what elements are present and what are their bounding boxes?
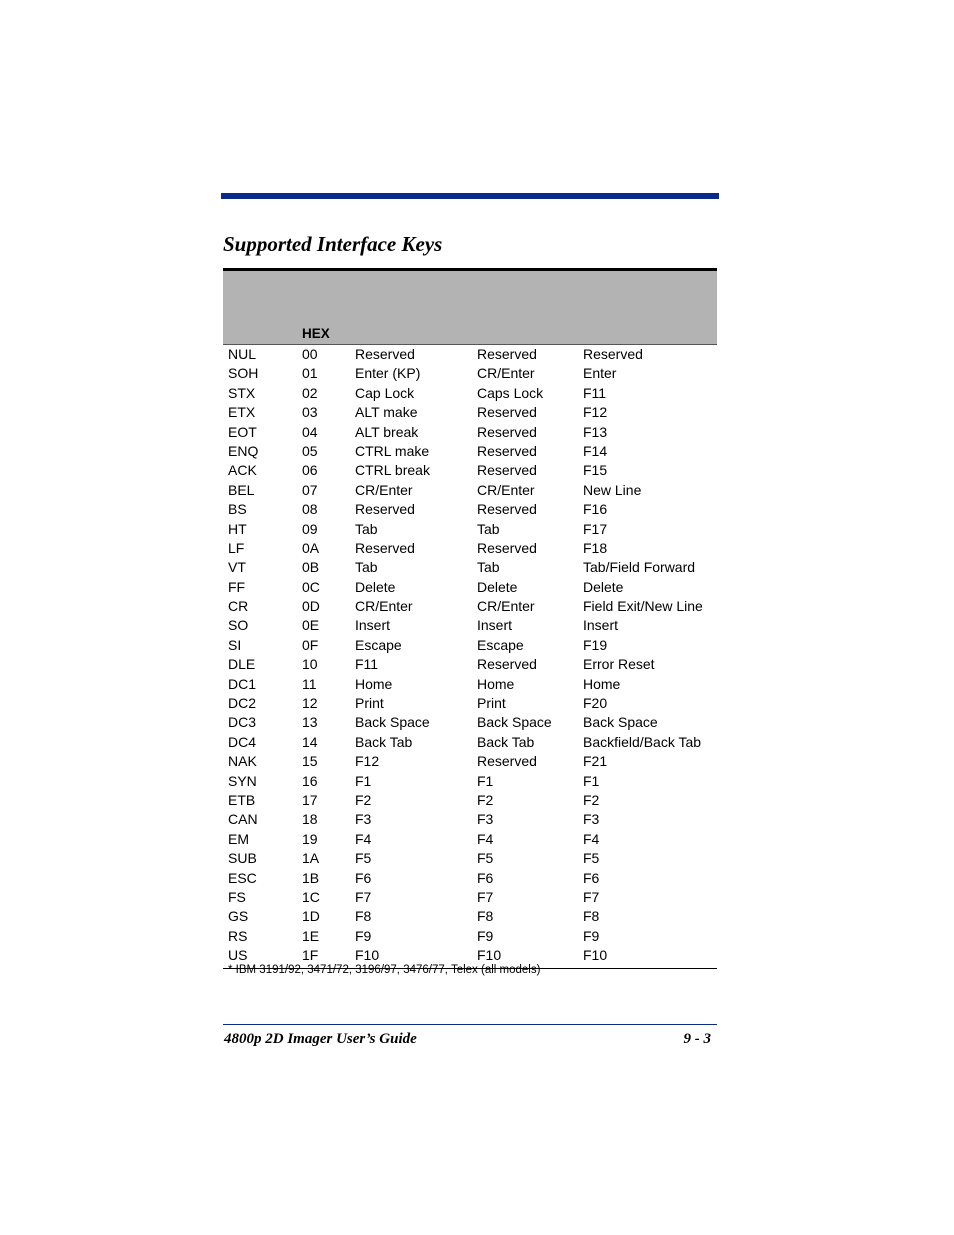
table-row [223,364,717,383]
cell-col-5: F15 [583,462,608,479]
interface-keys-table [223,268,717,969]
table-row [223,810,717,829]
cell-col-3: Reserved [355,539,415,556]
table-row [223,888,717,907]
table-row [223,500,717,519]
cell-col-3: Escape [355,636,402,653]
cell-key-name: ETB [228,791,256,808]
cell-col-5: Field Exit/New Line [583,598,703,615]
cell-hex-code: 04 [302,423,318,440]
table-header [223,271,717,345]
cell-col-3: Cap Lock [355,384,415,401]
cell-col-3: F11 [355,656,379,673]
cell-col-3: CTRL break [355,462,430,479]
table-row [223,675,717,694]
table-row [223,869,717,888]
cell-col-4: Reserved [477,656,537,673]
cell-key-name: ESC [228,869,257,886]
cell-col-5: F4 [583,830,600,847]
cell-col-5: F19 [583,636,608,653]
cell-key-name: NUL [228,346,257,362]
cell-col-4: Print [477,695,506,712]
table-row [223,713,717,732]
table-row [223,578,717,597]
cell-col-3: Reserved [355,346,415,362]
cell-hex-code: 13 [302,714,318,731]
footer-rule [223,1024,717,1025]
cell-hex-code: 0C [302,578,320,595]
cell-col-4: Reserved [477,462,537,479]
table-row [223,616,717,635]
cell-col-5: Enter [583,365,617,382]
cell-key-name: DC1 [228,675,257,692]
cell-hex-code: 1D [302,908,320,925]
cell-hex-code: 1E [302,927,320,944]
table-row [223,539,717,558]
cell-key-name: SUB [228,850,257,867]
cell-hex-code: 1A [302,850,320,867]
cell-key-name: NAK [228,753,257,770]
cell-col-5: F3 [583,811,600,828]
cell-col-4: Escape [477,636,524,653]
cell-hex-code: 0F [302,636,319,653]
cell-col-3: Print [355,695,384,712]
cell-col-4: F7 [477,888,494,905]
cell-hex-code: 03 [302,404,318,421]
cell-col-4: F6 [477,869,494,886]
cell-col-3: F3 [355,811,372,828]
cell-col-3: Tab [355,520,378,537]
cell-col-4: Reserved [477,539,537,556]
cell-hex-code: 08 [302,501,318,518]
cell-col-3: Insert [355,617,391,634]
cell-hex-code: 00 [302,346,318,362]
cell-col-5: F12 [583,404,608,421]
cell-hex-code: 07 [302,481,318,498]
cell-col-5: F5 [583,850,600,867]
cell-hex-code: 1B [302,869,320,886]
cell-hex-code: 06 [302,462,318,479]
cell-col-4: Back Space [477,714,552,731]
table-row [223,597,717,616]
cell-key-name: ACK [228,462,257,479]
cell-col-5: F21 [583,753,608,770]
cell-hex-code: 12 [302,695,318,712]
cell-col-5: F10 [583,947,608,964]
cell-key-name: BS [228,501,247,518]
cell-hex-code: 01 [302,365,318,382]
cell-key-name: FF [228,578,246,595]
cell-col-4: CR/Enter [477,481,535,498]
table-row [223,481,717,500]
table-row [223,655,717,674]
cell-col-5: Delete [583,578,624,595]
cell-col-3: F9 [355,927,372,944]
table-body [223,345,717,966]
cell-hex-code: 18 [302,811,318,828]
cell-col-3: ALT break [355,423,419,440]
cell-key-name: FS [228,888,246,905]
cell-col-4: F10 [477,947,502,964]
table-row [223,907,717,926]
cell-col-5: F18 [583,539,608,556]
cell-key-name: SO [228,617,249,634]
cell-hex-code: 1F [302,947,319,964]
cell-key-name: ENQ [228,442,259,459]
cell-col-3: F6 [355,869,372,886]
cell-col-4: CR/Enter [477,598,535,615]
table-row [223,752,717,771]
cell-col-3: F4 [355,830,372,847]
cell-hex-code: 02 [302,384,318,401]
page-title: Supported Interface Keys [223,232,443,256]
cell-key-name: EOT [228,423,257,440]
cell-col-4: Reserved [477,753,537,770]
cell-col-5: Reserved [583,346,643,362]
table-row [223,442,717,461]
cell-col-4: Delete [477,578,518,595]
cell-col-4: Tab [477,559,500,576]
cell-key-name: STX [228,384,256,401]
cell-col-3: CR/Enter [355,598,413,615]
cell-col-3: F7 [355,888,372,905]
table-row [223,694,717,713]
cell-col-4: Insert [477,617,513,634]
header-rule [221,193,719,199]
cell-hex-code: 16 [302,772,318,789]
table-row [223,830,717,849]
cell-key-name: DC3 [228,714,257,731]
cell-col-3: Enter (KP) [355,365,421,382]
table-row [223,772,717,791]
cell-col-5: F1 [583,772,600,789]
cell-key-name: BEL [228,481,255,498]
cell-col-5: New Line [583,481,642,498]
cell-col-3: F12 [355,753,380,770]
cell-key-name: SI [228,636,242,653]
table-row [223,384,717,403]
table-row [223,791,717,810]
cell-col-3: Tab [355,559,378,576]
cell-col-5: F17 [583,520,608,537]
cell-col-3: F5 [355,850,372,867]
cell-key-name: DLE [228,656,256,673]
cell-col-3: F10 [355,947,380,964]
cell-col-4: F4 [477,830,494,847]
cell-key-name: ETX [228,404,256,421]
cell-hex-code: 05 [302,442,318,459]
cell-col-3: CTRL make [355,442,430,459]
cell-col-5: F16 [583,501,608,518]
cell-col-3: Back Tab [355,733,413,750]
cell-col-4: Back Tab [477,733,535,750]
cell-key-name: US [228,947,248,964]
cell-col-3: CR/Enter [355,481,413,498]
cell-hex-code: 14 [302,733,318,750]
cell-key-name: CR [228,598,249,615]
cell-key-name: DC2 [228,695,257,712]
table-row [223,520,717,539]
cell-col-3: F8 [355,908,372,925]
cell-col-5: Tab/Field Forward [583,559,696,576]
table-row [223,461,717,480]
cell-hex-code: 0A [302,539,320,556]
cell-col-4: F3 [477,811,494,828]
table-row [223,423,717,442]
cell-key-name: SYN [228,772,257,789]
cell-col-5: Backfield/Back Tab [583,733,702,750]
cell-col-5: F11 [583,384,607,401]
cell-col-4: Reserved [477,442,537,459]
cell-col-4: CR/Enter [477,365,535,382]
cell-key-name: DC4 [228,733,257,750]
cell-col-3: Back Space [355,714,430,731]
cell-col-5: F7 [583,888,600,905]
cell-key-name: RS [228,927,248,944]
cell-col-3: Delete [355,578,396,595]
cell-col-4: Reserved [477,346,537,362]
cell-col-4: Home [477,675,515,692]
cell-col-5: F14 [583,442,608,459]
cell-key-name: CAN [228,811,258,828]
table-row [223,733,717,752]
cell-key-name: VT [228,559,246,576]
table-footnote: * IBM 3191/92, 3471/72, 3196/97, 3476/77, Telex (all models) [228,964,541,976]
cell-hex-code: 0B [302,559,320,576]
cell-col-5: F9 [583,927,600,944]
table-row [223,345,717,364]
cell-col-3: Home [355,675,393,692]
table-row [223,636,717,655]
hex-column-header: HEX [302,326,330,341]
table-row [223,849,717,868]
table-row [223,403,717,422]
cell-col-3: ALT make [355,404,418,421]
cell-col-5: F20 [583,695,608,712]
cell-key-name: GS [228,908,249,925]
cell-hex-code: 0D [302,598,320,615]
cell-col-4: F5 [477,850,494,867]
cell-col-5: Back Space [583,714,658,731]
cell-col-5: F13 [583,423,608,440]
cell-key-name: SOH [228,365,259,382]
cell-col-4: Reserved [477,404,537,421]
cell-hex-code: 09 [302,520,318,537]
cell-key-name: HT [228,520,247,537]
cell-col-5: F2 [583,791,600,808]
cell-col-4: Reserved [477,423,537,440]
cell-hex-code: 11 [302,675,317,692]
cell-hex-code: 15 [302,753,318,770]
cell-col-4: F9 [477,927,494,944]
cell-col-4: Reserved [477,501,537,518]
cell-col-4: Caps Lock [477,384,544,401]
footer-guide-title: 4800p 2D Imager User’s Guide [224,1031,417,1047]
cell-hex-code: 0E [302,617,320,634]
cell-col-4: F8 [477,908,494,925]
cell-col-3: Reserved [355,501,415,518]
cell-hex-code: 17 [302,791,318,808]
cell-col-5: F6 [583,869,600,886]
footer-page-number: 9 - 3 [683,1031,711,1047]
cell-col-3: F1 [355,772,372,789]
cell-col-4: F2 [477,791,494,808]
cell-col-5: F8 [583,908,600,925]
cell-hex-code: 1C [302,888,320,905]
table-row [223,558,717,577]
cell-col-4: F1 [477,772,494,789]
cell-col-4: Tab [477,520,500,537]
cell-col-3: F2 [355,791,372,808]
table-row [223,927,717,946]
cell-hex-code: 10 [302,656,318,673]
cell-key-name: LF [228,539,245,556]
cell-key-name: EM [228,830,249,847]
cell-hex-code: 19 [302,830,318,847]
cell-col-5: Home [583,675,621,692]
cell-col-5: Insert [583,617,619,634]
cell-col-5: Error Reset [583,656,655,673]
